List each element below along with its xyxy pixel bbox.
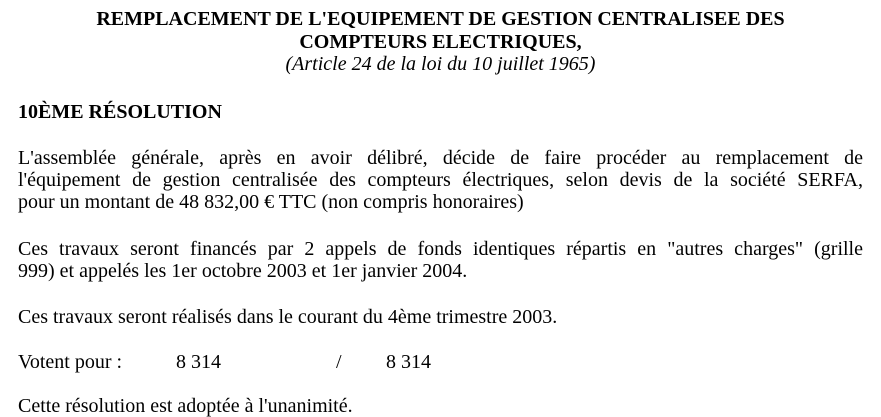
financing-line-1: Ces travaux seront financés par 2 appels de fonds identiques répartis en "autres charges" (grille xyxy=(18,238,863,260)
legal-reference: (Article 24 de la loi du 10 juillet 1965) xyxy=(285,53,596,75)
vote-count: 8 314 xyxy=(176,351,221,373)
financing-line-2: 999) et appelés les 1er octobre 2003 et 1er janvier 2004. xyxy=(18,260,468,282)
conclusion-line: Cette résolution est adoptée à l'unanimité. xyxy=(18,395,353,417)
resolution-title: 10ÈME RÉSOLUTION xyxy=(18,101,222,123)
financing-paragraph xyxy=(18,238,863,282)
schedule-paragraph xyxy=(18,306,863,328)
document-title-line-2: COMPTEURS ELECTRIQUES, xyxy=(299,31,582,53)
document-title-line-1: REMPLACEMENT DE L'EQUIPEMENT DE GESTION CENTRALISEE DES xyxy=(96,8,785,30)
vote-separator: / xyxy=(336,351,342,373)
vote-row xyxy=(18,351,863,373)
vote-label: Votent pour : xyxy=(18,351,123,373)
decision-line-3: pour un montant de 48 832,00 € TTC (non compris honoraires) xyxy=(18,191,524,213)
vote-total: 8 314 xyxy=(386,351,431,373)
schedule-line: Ces travaux seront réalisés dans le courant du 4ème trimestre 2003. xyxy=(18,306,558,328)
decision-paragraph xyxy=(18,147,863,213)
decision-line-2: l'équipement de gestion centralisée des compteurs électriques, selon devis de la société SERFA, xyxy=(18,169,863,191)
conclusion-paragraph xyxy=(18,395,863,417)
decision-line-1: L'assemblée générale, après en avoir délibré, décide de faire procéder au remplacement de xyxy=(18,147,863,169)
